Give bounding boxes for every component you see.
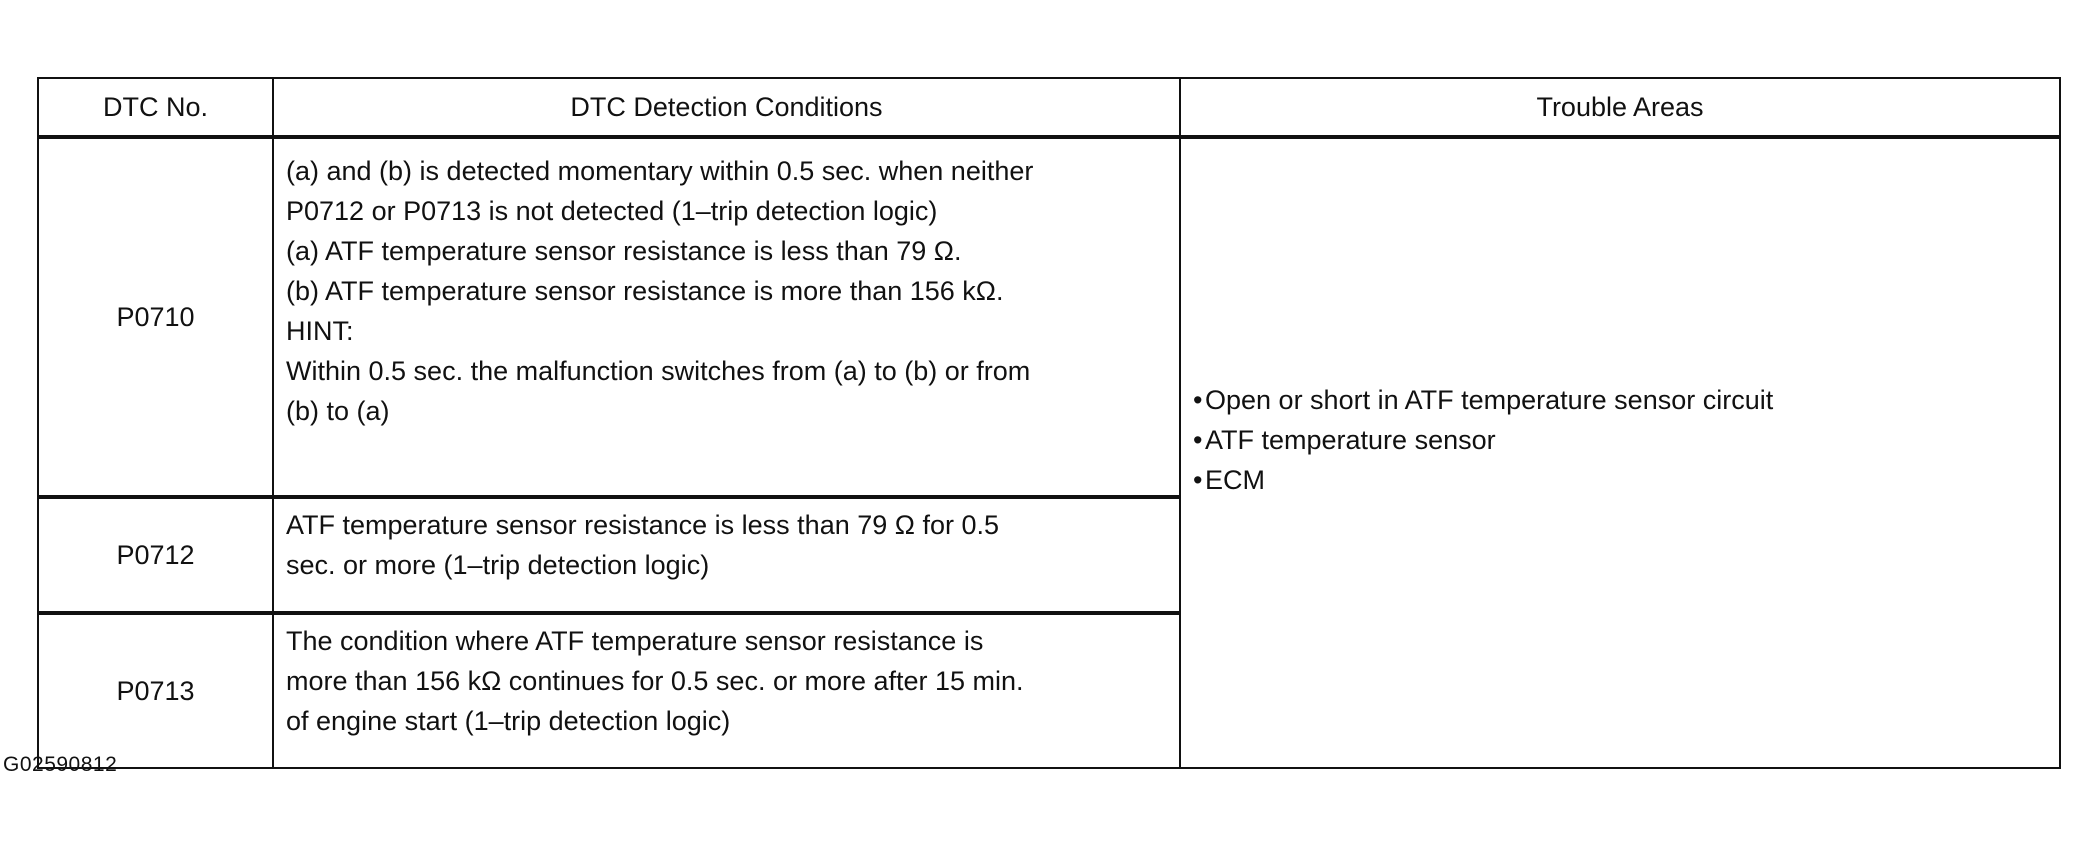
detection-conditions — [273, 497, 1180, 613]
trouble-area-label: Open or short in ATF temperature sensor circuit — [1205, 385, 1774, 415]
condition-line: HINT: — [286, 316, 354, 346]
figure-id: G02590812 — [3, 753, 118, 776]
bullet-icon: • — [1193, 425, 1203, 455]
dtc-code: P0713 — [38, 613, 273, 768]
condition-line: (a) ATF temperature sensor resistance is less than 79 Ω. — [286, 236, 962, 266]
table-header-row — [38, 78, 2060, 137]
condition-line: (b) ATF temperature sensor resistance is more than 156 kΩ. — [286, 276, 1004, 306]
condition-line: (a) and (b) is detected momentary within 0.5 sec. when neither — [286, 156, 1034, 186]
trouble-area-label: ATF temperature sensor — [1205, 425, 1496, 455]
table-row — [38, 137, 2060, 497]
condition-line: The condition where ATF temperature sensor resistance is — [286, 626, 984, 656]
detection-conditions — [273, 613, 1180, 768]
condition-line: ATF temperature sensor resistance is less than 79 Ω for 0.5 — [286, 510, 999, 540]
trouble-areas-cell — [1180, 137, 2060, 768]
dtc-code: P0710 — [38, 137, 273, 497]
detection-conditions — [273, 137, 1180, 497]
condition-line: (b) to (a) — [286, 396, 390, 426]
condition-line: Within 0.5 sec. the malfunction switches from (a) to (b) or from — [286, 356, 1031, 386]
condition-line: of engine start (1–trip detection logic) — [286, 706, 731, 736]
trouble-area-item — [1193, 420, 2047, 460]
header-trouble-areas: Trouble Areas — [1180, 78, 2060, 137]
condition-line: sec. or more (1–trip detection logic) — [286, 550, 710, 580]
bullet-icon: • — [1193, 465, 1203, 495]
header-detection-conditions: DTC Detection Conditions — [273, 78, 1180, 137]
header-dtc-no: DTC No. — [38, 78, 273, 137]
condition-line: P0712 or P0713 is not detected (1–trip detection logic) — [286, 196, 938, 226]
dtc-code: P0712 — [38, 497, 273, 613]
bullet-icon: • — [1193, 385, 1203, 415]
trouble-area-item — [1193, 380, 2047, 420]
condition-line: more than 156 kΩ continues for 0.5 sec. or more after 15 min. — [286, 666, 1024, 696]
trouble-area-label: ECM — [1205, 465, 1265, 495]
dtc-table — [37, 77, 2061, 769]
trouble-area-item — [1193, 460, 2047, 500]
